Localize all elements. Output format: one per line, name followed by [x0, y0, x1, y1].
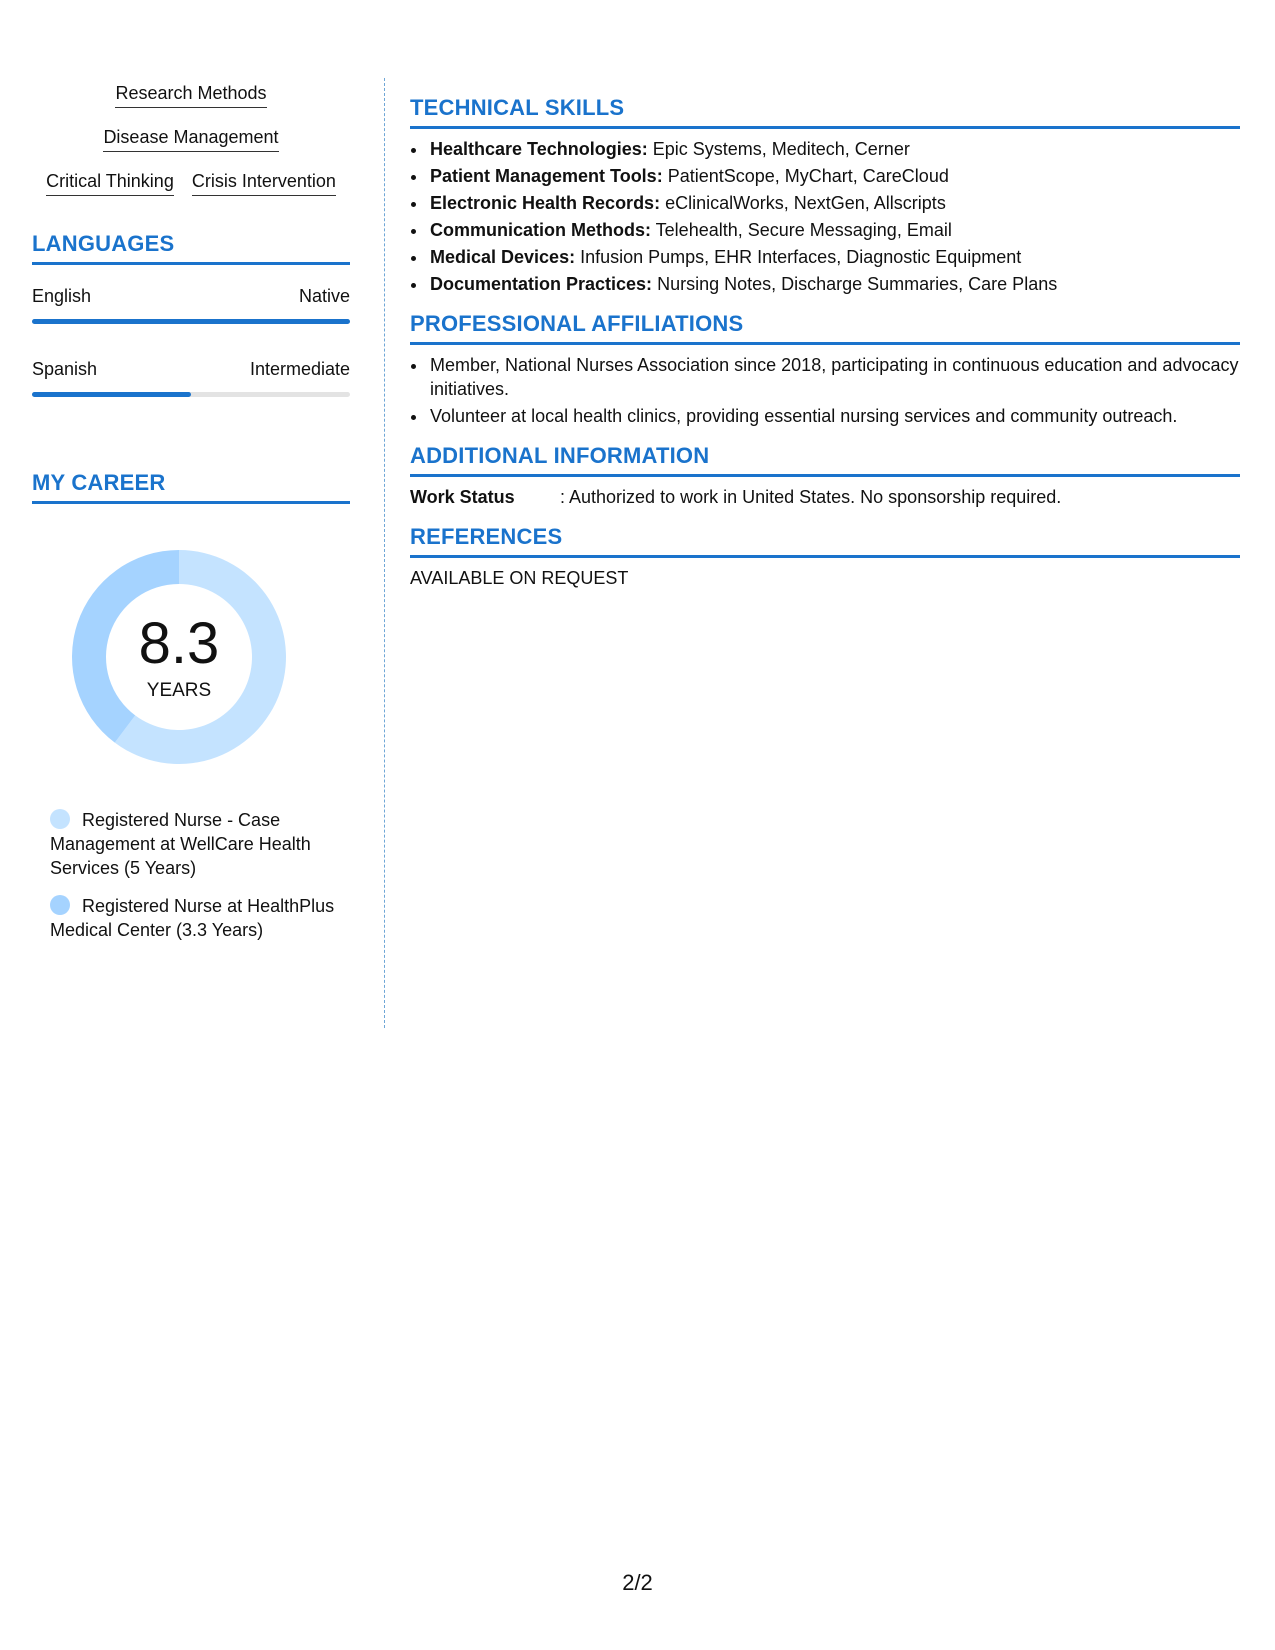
list-item: • Communication Methods: Telehealth, Secure Messaging, Email — [428, 218, 1240, 242]
list-item: • Electronic Health Records: eClinicalWorks, NextGen, Allscripts — [428, 191, 1240, 215]
language-level: Intermediate — [249, 359, 350, 379]
career-legend-item — [50, 894, 340, 942]
skill-tag: Crisis Intervention — [192, 170, 336, 196]
language-spanish — [32, 358, 350, 397]
technical-skills-list — [410, 137, 1240, 296]
technical-skills-heading: TECHNICAL SKILLS — [410, 94, 1240, 129]
affiliations-heading: PROFESSIONAL AFFILIATIONS — [410, 310, 1240, 345]
career-years-unit: YEARS — [146, 680, 212, 701]
affiliations-section — [410, 310, 1240, 428]
column-divider — [384, 78, 385, 1028]
list-item: • Volunteer at local health clinics, providing essential nursing services and community outreach. — [428, 404, 1240, 428]
skill-tag-row — [32, 126, 350, 152]
work-status-row — [410, 485, 1240, 509]
technical-skills-section — [410, 94, 1240, 296]
legend-dot-icon — [50, 809, 70, 829]
language-bar-fill — [32, 319, 350, 324]
skill-tag: Disease Management — [103, 126, 278, 152]
career-legend-item — [50, 808, 340, 880]
work-status-value: : Authorized to work in United States. No sponsorship required. — [560, 487, 1062, 507]
career-donut-chart — [64, 542, 294, 772]
skill-tag-row — [32, 170, 350, 196]
list-item: • Documentation Practices: Nursing Notes, Discharge Summaries, Care Plans — [428, 272, 1240, 296]
language-english — [32, 285, 350, 324]
references-heading: REFERENCES — [410, 523, 1240, 558]
language-name: English — [32, 286, 92, 306]
references-section — [410, 523, 1240, 590]
work-status-label: Work Status — [410, 487, 515, 507]
career-legend — [50, 808, 340, 942]
left-column — [32, 82, 350, 956]
right-column — [410, 94, 1240, 590]
additional-info-heading: ADDITIONAL INFORMATION — [410, 442, 1240, 477]
skill-tag: Critical Thinking — [46, 170, 174, 196]
page-number: 2/2 — [622, 1570, 653, 1595]
affiliations-list — [410, 353, 1240, 428]
list-item: • Medical Devices: Infusion Pumps, EHR Interfaces, Diagnostic Equipment — [428, 245, 1240, 269]
career-heading: MY CAREER — [32, 469, 350, 504]
skill-tag-row — [32, 82, 350, 108]
list-item: • Healthcare Technologies: Epic Systems, Meditech, Cerner — [428, 137, 1240, 161]
career-legend-label: Registered Nurse - Case Management at WellCare Health Services (5 Years) — [50, 810, 311, 878]
language-bar — [32, 319, 350, 324]
language-name: Spanish — [32, 359, 98, 379]
references-text: AVAILABLE ON REQUEST — [410, 568, 629, 588]
list-item: • Member, National Nurses Association since 2018, participating in continuous education and advocacy initiatives. — [428, 353, 1240, 401]
language-level: Native — [298, 286, 350, 306]
skill-tag: Research Methods — [115, 82, 266, 108]
language-bar — [32, 392, 350, 397]
career-legend-label: Registered Nurse at HealthPlus Medical Center (3.3 Years) — [50, 896, 335, 940]
languages-heading: LANGUAGES — [32, 230, 350, 265]
list-item: • Patient Management Tools: PatientScope, MyChart, CareCloud — [428, 164, 1240, 188]
additional-info-section — [410, 442, 1240, 509]
skill-tags — [32, 82, 350, 196]
legend-dot-icon — [50, 895, 70, 915]
career-total-years: 8.3 — [138, 611, 220, 676]
language-bar-fill — [32, 392, 191, 397]
